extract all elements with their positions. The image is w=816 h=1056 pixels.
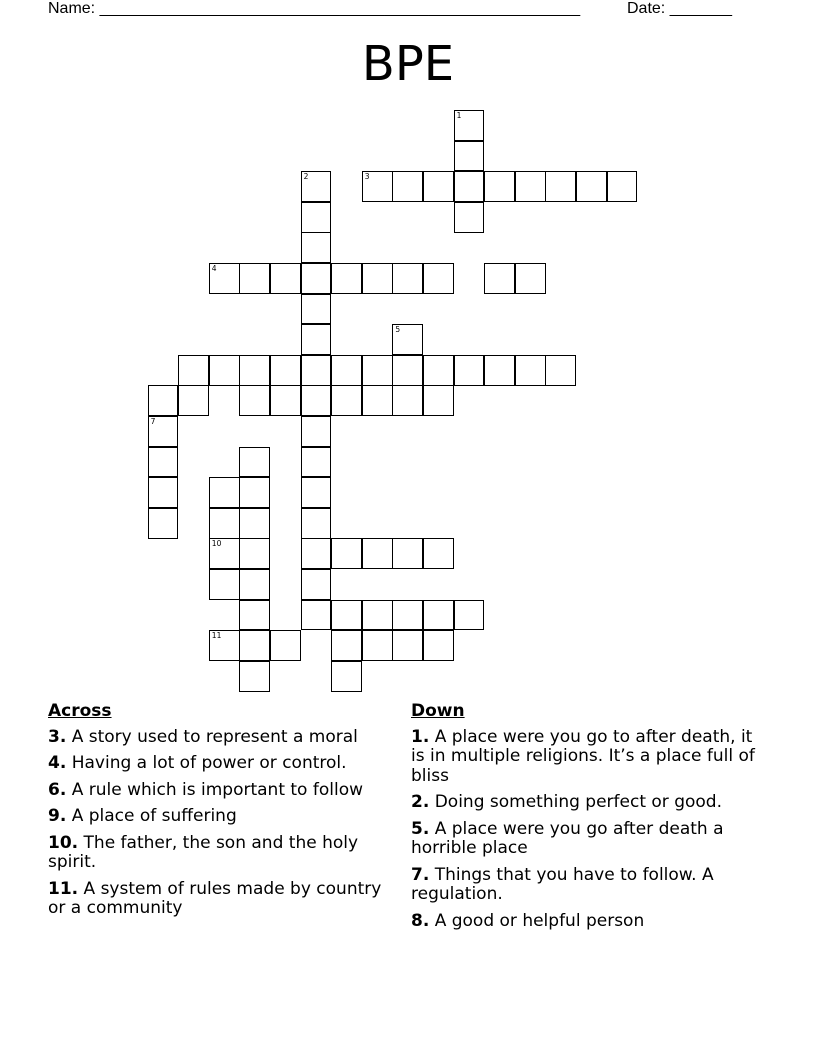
grid-cell[interactable] bbox=[148, 416, 179, 447]
clue-across-9: 9. A place of suffering bbox=[48, 806, 237, 826]
grid-cell[interactable] bbox=[209, 355, 240, 386]
grid-cell[interactable] bbox=[362, 538, 393, 569]
grid-cell[interactable] bbox=[392, 263, 423, 294]
grid-cell[interactable] bbox=[392, 385, 423, 416]
grid-cell[interactable] bbox=[270, 630, 301, 661]
grid-cell[interactable] bbox=[301, 416, 332, 447]
grid-cell[interactable] bbox=[515, 171, 546, 202]
grid-cell[interactable] bbox=[607, 171, 638, 202]
grid-cell[interactable] bbox=[270, 263, 301, 294]
down-clues bbox=[411, 702, 771, 938]
grid-cell[interactable] bbox=[301, 600, 332, 631]
grid-cell[interactable] bbox=[270, 355, 301, 386]
clue-number-label: 11 bbox=[211, 631, 222, 641]
grid-cell[interactable] bbox=[515, 355, 546, 386]
grid-cell[interactable] bbox=[239, 630, 270, 661]
grid-cell[interactable] bbox=[209, 630, 240, 661]
grid-cell[interactable] bbox=[454, 171, 485, 202]
name-line: Name: ______________________________________________________ bbox=[48, 0, 581, 17]
grid-cell[interactable] bbox=[209, 508, 240, 539]
date-line: Date: _______ bbox=[627, 0, 732, 17]
grid-cell[interactable] bbox=[301, 232, 332, 263]
grid-cell[interactable] bbox=[301, 263, 332, 294]
grid-cell[interactable] bbox=[301, 477, 332, 508]
grid-cell[interactable] bbox=[515, 263, 546, 294]
grid-cell[interactable] bbox=[209, 263, 240, 294]
clue-across-3: 3. A story used to represent a moral bbox=[48, 726, 358, 747]
grid-cell[interactable] bbox=[362, 600, 393, 631]
grid-cell[interactable] bbox=[301, 294, 332, 325]
grid-cell[interactable] bbox=[392, 324, 423, 355]
grid-cell[interactable] bbox=[301, 538, 332, 569]
grid-cell[interactable] bbox=[148, 447, 179, 478]
grid-cell[interactable] bbox=[301, 569, 332, 600]
grid-cell[interactable] bbox=[362, 263, 393, 294]
header bbox=[48, 0, 748, 20]
grid-cell[interactable] bbox=[270, 385, 301, 416]
grid-cell[interactable] bbox=[484, 355, 515, 386]
grid-cell[interactable] bbox=[423, 600, 454, 631]
grid-cell[interactable] bbox=[423, 538, 454, 569]
grid-cell[interactable] bbox=[484, 263, 515, 294]
grid-cell[interactable] bbox=[148, 508, 179, 539]
puzzle-title: BPE bbox=[361, 36, 455, 92]
grid-cell[interactable] bbox=[331, 385, 362, 416]
grid-cell[interactable] bbox=[454, 355, 485, 386]
grid-cell[interactable] bbox=[392, 630, 423, 661]
grid-cell[interactable] bbox=[301, 355, 332, 386]
grid-cell[interactable] bbox=[209, 477, 240, 508]
down-heading: Down bbox=[411, 701, 465, 721]
grid-cell[interactable] bbox=[148, 477, 179, 508]
clue-number-label: 5 bbox=[395, 325, 401, 335]
grid-cell[interactable] bbox=[239, 508, 270, 539]
clue-down-1: 1. A place were you go to after death, it is in multiple religions. It’s a place full of bliss bbox=[411, 726, 755, 786]
grid-cell[interactable] bbox=[454, 202, 485, 233]
grid-cell[interactable] bbox=[331, 355, 362, 386]
grid-cell[interactable] bbox=[301, 171, 332, 202]
grid-cell[interactable] bbox=[423, 630, 454, 661]
grid-cell[interactable] bbox=[301, 202, 332, 233]
clue-across-6: 6. A rule which is important to follow bbox=[48, 779, 363, 800]
grid-cell[interactable] bbox=[301, 324, 332, 355]
grid-cell[interactable] bbox=[454, 600, 485, 631]
grid-cell[interactable] bbox=[454, 141, 485, 172]
grid-cell[interactable] bbox=[545, 171, 576, 202]
clue-number-label: 10 bbox=[211, 539, 222, 549]
grid-cell[interactable] bbox=[239, 538, 270, 569]
clue-number-label: 2 bbox=[303, 172, 309, 182]
clue-across-11: 11. A system of rules made by country or a community bbox=[48, 878, 382, 918]
grid-cell[interactable] bbox=[209, 569, 240, 600]
grid-cell[interactable] bbox=[576, 171, 607, 202]
grid-cell[interactable] bbox=[331, 600, 362, 631]
grid-cell[interactable] bbox=[148, 385, 179, 416]
grid-cell[interactable] bbox=[239, 477, 270, 508]
grid-cell[interactable] bbox=[239, 263, 270, 294]
grid-cell[interactable] bbox=[178, 385, 209, 416]
grid-cell[interactable] bbox=[545, 355, 576, 386]
clue-number-label: 7 bbox=[150, 417, 156, 426]
grid-cell[interactable] bbox=[331, 630, 362, 661]
grid-cell[interactable] bbox=[239, 355, 270, 386]
clue-number-label: 3 bbox=[364, 172, 370, 182]
grid-cell[interactable] bbox=[423, 385, 454, 416]
across-heading: Across bbox=[48, 701, 112, 721]
clue-down-2: 2. Doing something perfect or good. bbox=[411, 792, 722, 812]
grid-cell[interactable] bbox=[362, 385, 393, 416]
clue-down-5: 5. A place were you go after death a horrible place bbox=[411, 818, 724, 858]
grid-cell[interactable] bbox=[331, 661, 362, 692]
clue-down-7: 7. Things that you have to follow. A regulation. bbox=[411, 864, 714, 904]
grid-cell[interactable] bbox=[423, 171, 454, 202]
grid-cell[interactable] bbox=[362, 355, 393, 386]
clue-across-4: 4. Having a lot of power or control. bbox=[48, 753, 347, 773]
grid-cell[interactable] bbox=[362, 171, 393, 202]
grid-cell[interactable] bbox=[362, 630, 393, 661]
grid-cell[interactable] bbox=[423, 263, 454, 294]
grid-cell[interactable] bbox=[392, 355, 423, 386]
grid-cell[interactable] bbox=[301, 508, 332, 539]
grid-cell[interactable] bbox=[392, 600, 423, 631]
grid-cell[interactable] bbox=[392, 538, 423, 569]
grid-cell[interactable] bbox=[484, 171, 515, 202]
grid-cell[interactable] bbox=[239, 447, 270, 478]
grid-cell[interactable] bbox=[331, 263, 362, 294]
grid-cell[interactable] bbox=[209, 538, 240, 569]
grid-cell[interactable] bbox=[331, 538, 362, 569]
grid-cell[interactable] bbox=[178, 355, 209, 386]
grid-cell[interactable] bbox=[392, 171, 423, 202]
grid-cell[interactable] bbox=[454, 110, 485, 141]
clue-number-label: 1 bbox=[456, 111, 462, 120]
clue-across-10: 10. The father, the son and the holy spirit. bbox=[48, 832, 359, 872]
across-clues bbox=[48, 702, 388, 926]
clue-number-label: 4 bbox=[211, 264, 217, 273]
grid-cell[interactable] bbox=[239, 385, 270, 416]
grid-cell[interactable] bbox=[301, 385, 332, 416]
clue-down-8: 8. A good or helpful person bbox=[411, 910, 645, 931]
grid-cell[interactable] bbox=[239, 661, 270, 692]
grid-cell[interactable] bbox=[301, 447, 332, 478]
grid-cell[interactable] bbox=[239, 569, 270, 600]
grid-cell[interactable] bbox=[423, 355, 454, 386]
grid-cell[interactable] bbox=[239, 600, 270, 631]
